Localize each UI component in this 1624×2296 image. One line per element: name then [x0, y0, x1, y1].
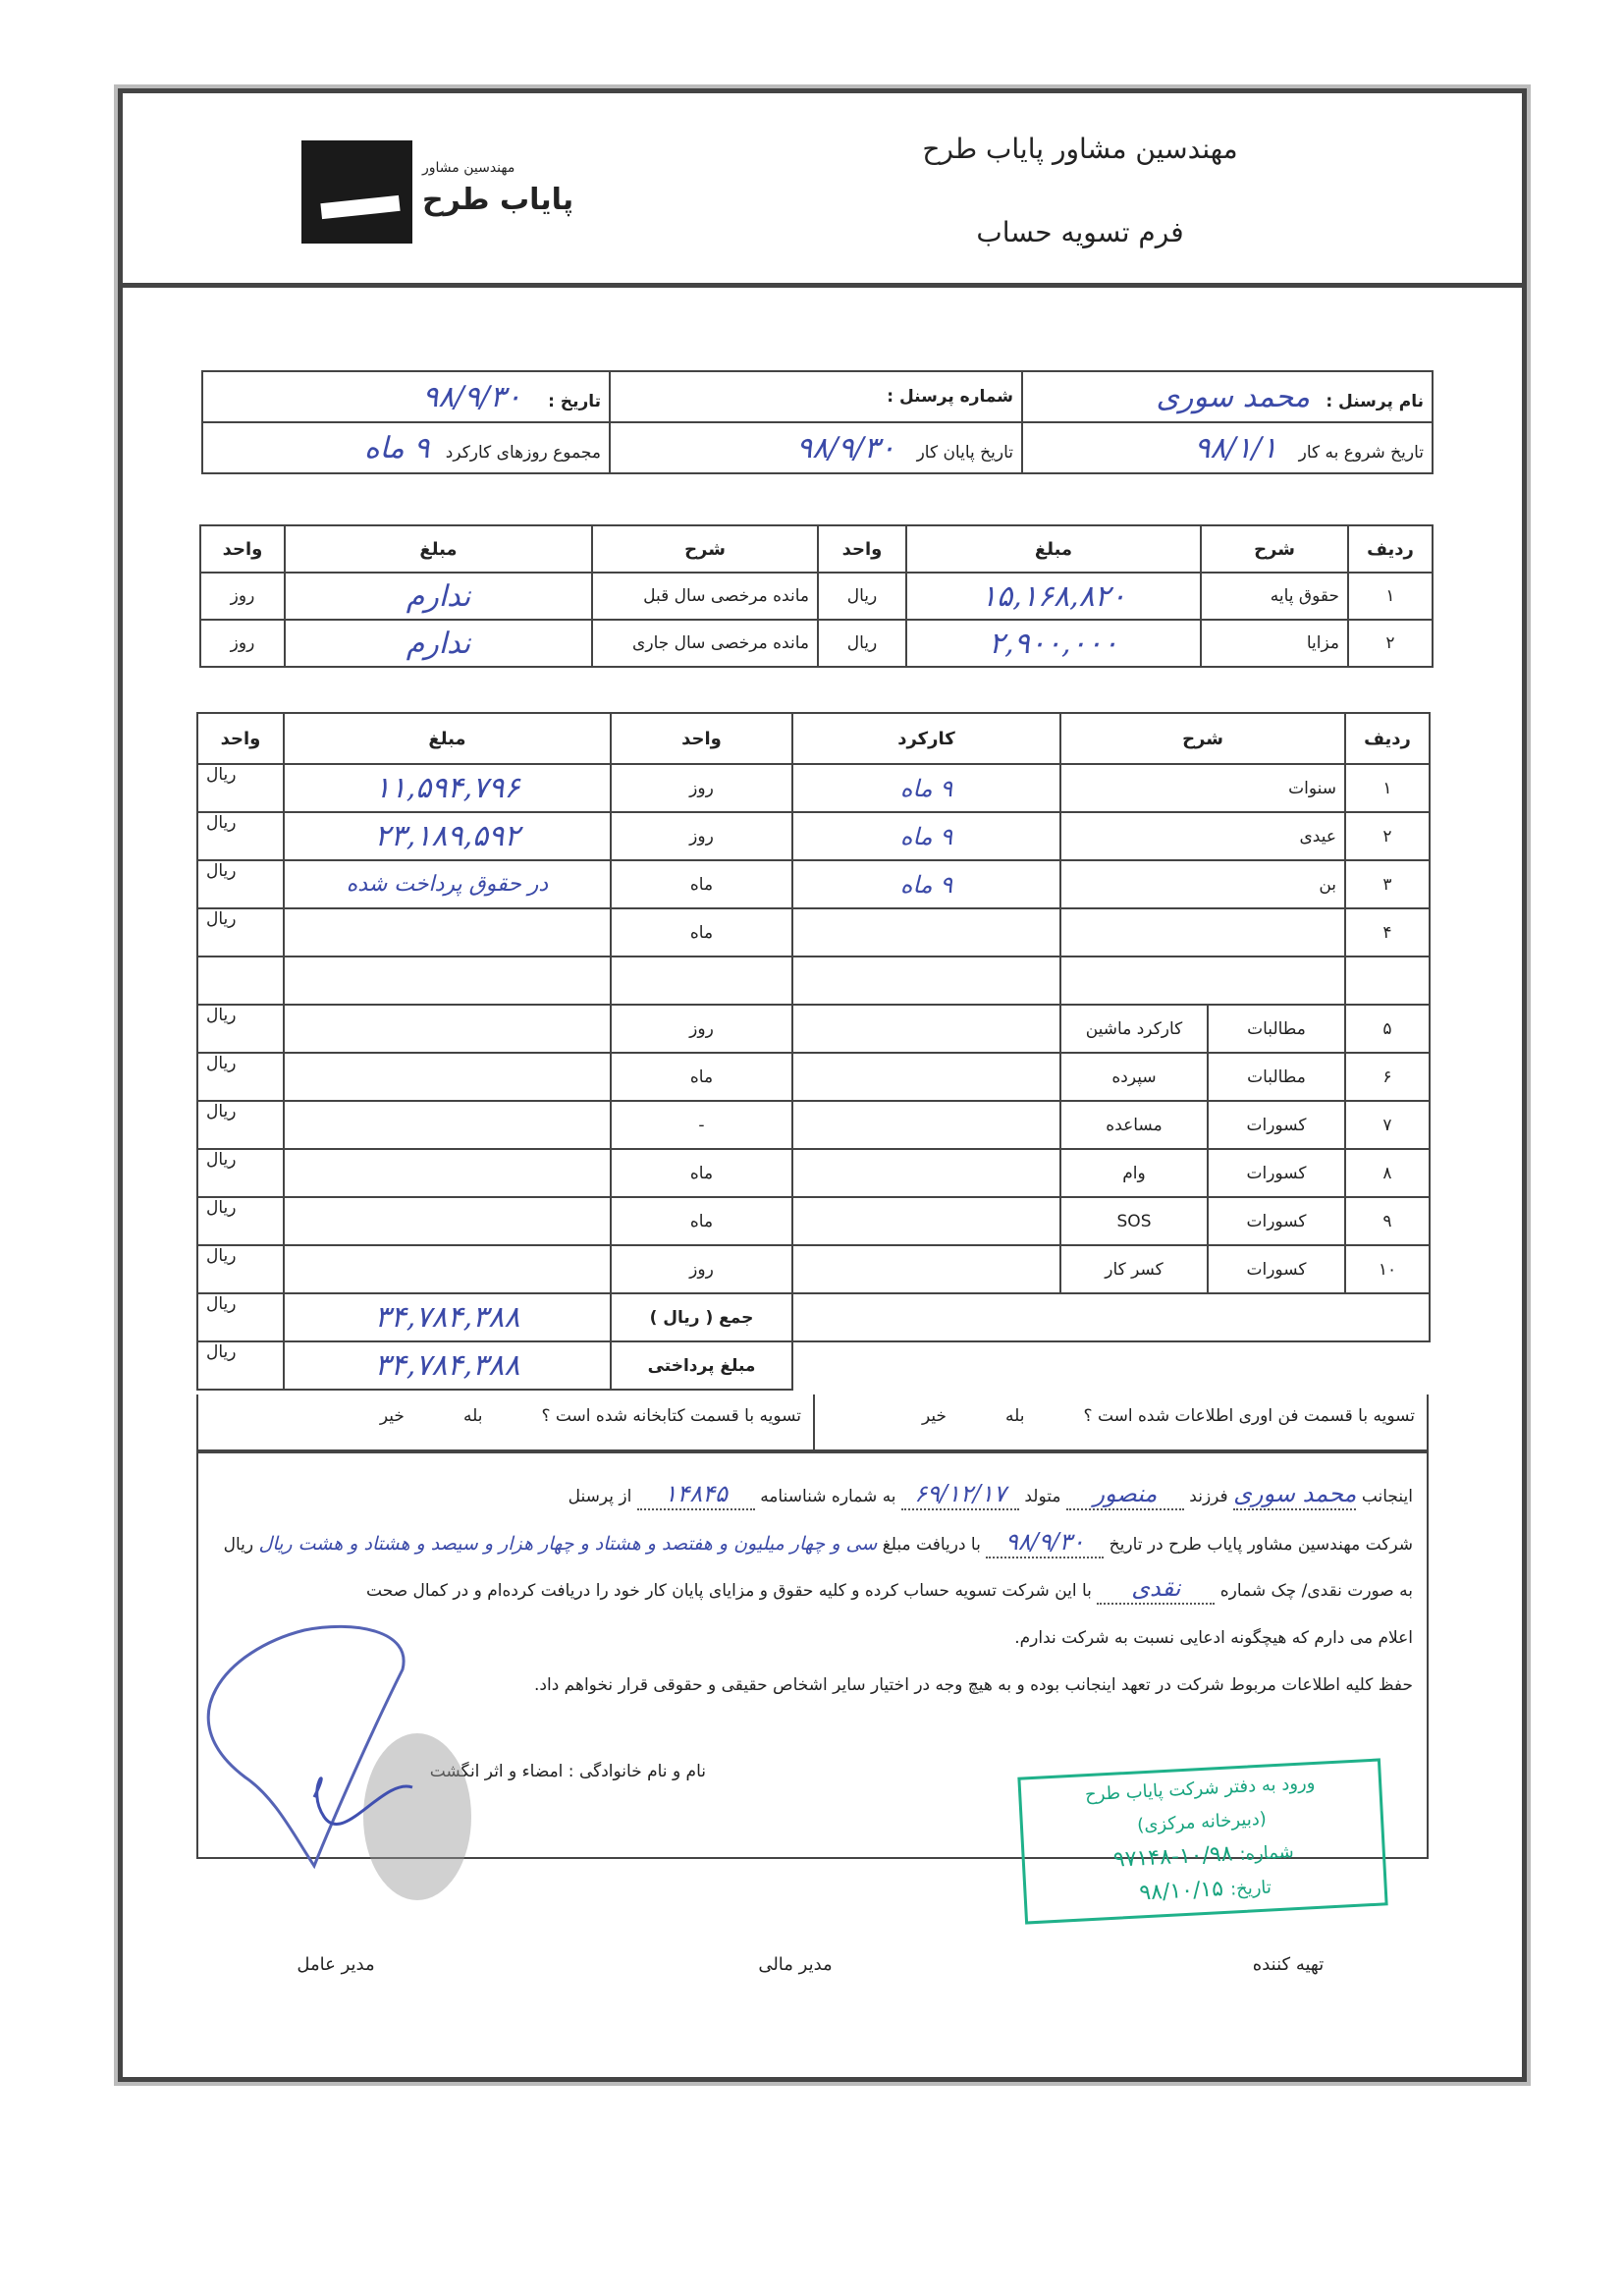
table-row	[197, 812, 1430, 860]
paid-row	[197, 1341, 1430, 1390]
table-cell: ۱۵,۱۶۸,۸۲۰	[906, 573, 1201, 620]
table-cell: ۲,۹۰۰,۰۰۰	[906, 620, 1201, 667]
registration-stamp: ورود به دفتر شرکت پایاب طرح (دبیرخانه مرکزی) شماره: ۱۰/۹۸-۹۷۱۴۸ تاریخ: ۹۸/۱۰/۱۵	[1017, 1758, 1387, 1924]
amount-cell: ۲۳,۱۸۹,۵۹۲	[284, 812, 611, 860]
description-cell: بن	[1060, 860, 1345, 908]
it-clearance-question: تسویه با قسمت فن اوری اطلاعات شده است ؟	[1083, 1406, 1415, 1426]
work-period-cell	[792, 1245, 1060, 1293]
unit-cell: ماه	[611, 1197, 792, 1245]
table-row	[197, 1149, 1430, 1197]
row-number: ۵	[1345, 1005, 1430, 1053]
amount-cell: ۱۱,۵۹۴,۷۹۶	[284, 764, 611, 812]
work-period-cell: ۹ ماه	[792, 812, 1060, 860]
amount-cell: در حقوق پرداخت شده	[284, 860, 611, 908]
preparer-label: تهیه کننده	[1252, 1954, 1325, 1975]
col-amount: مبلغ	[906, 525, 1201, 573]
table-row	[197, 957, 1430, 1005]
amount-cell	[284, 1101, 611, 1149]
ceo-label: مدیر عامل	[297, 1954, 375, 1975]
signature-label: نام و نام خانوادگی : امضاء و اثر انگشت	[429, 1762, 706, 1781]
work-days-cell: مجموع روزهای کارکرد ۹ ماه	[202, 422, 610, 473]
col-row: ردیف	[1348, 525, 1433, 573]
unit-cell: روز	[611, 764, 792, 812]
row-number	[1345, 957, 1430, 1005]
unit-cell: ماه	[611, 908, 792, 957]
table-header-row: ردیف شرح کارکرد واحد مبلغ واحد	[197, 713, 1430, 764]
work-period-cell: ۹ ماه	[792, 764, 1060, 812]
personnel-no-cell: شماره پرسنل :	[610, 371, 1022, 422]
description-cell	[1060, 957, 1345, 1005]
col-desc: شرح	[1201, 525, 1348, 573]
birth-date: ۶۹/۱۲/۱۷	[901, 1479, 1019, 1510]
start-date-cell: تاریخ شروع به کار ۹۸/۱/۱	[1022, 422, 1433, 473]
row-number: ۱۰	[1345, 1245, 1430, 1293]
row-number: ۱	[1345, 764, 1430, 812]
work-period-cell	[792, 957, 1060, 1005]
unit-cell: ماه	[611, 1053, 792, 1101]
unit-cell: ماه	[611, 860, 792, 908]
table-cell: مانده مرخصی سال قبل	[592, 573, 818, 620]
work-period-cell	[792, 1053, 1060, 1101]
it-no-option[interactable]: خیر	[922, 1406, 947, 1426]
company-logo	[301, 140, 412, 244]
clearance-row	[196, 1394, 1429, 1451]
category-cell: مطالبات	[1208, 1053, 1345, 1101]
total-row-label: جمع ( ریال )	[611, 1293, 792, 1341]
row-number: ۲	[1345, 812, 1430, 860]
table-row	[197, 860, 1430, 908]
unit-cell: روز	[611, 1245, 792, 1293]
unit-cell: ماه	[611, 1149, 792, 1197]
amount-in-words: سی و چهار میلیون و هفتصد و هشتاد و چهار هزار و سیصد و هشتاد و هشت ریال	[258, 1533, 878, 1555]
library-no-option[interactable]: خیر	[379, 1406, 405, 1426]
confidentiality-statement: حفظ کلیه اطلاعات مربوط شرکت در تعهد اینجانب بوده و به هیچ وجه در اختیار سایر اشخاص حقیقی و حقوقی قرار نخواهم داد.	[534, 1675, 1413, 1695]
description-cell: مساعده	[1060, 1101, 1208, 1149]
work-period-cell	[792, 1101, 1060, 1149]
table-row	[197, 908, 1430, 957]
empty-cell	[792, 1341, 1430, 1390]
library-yes-option[interactable]: بله	[462, 1406, 483, 1426]
work-period-cell	[792, 1149, 1060, 1197]
table-cell: مانده مرخصی سال جاری	[592, 620, 818, 667]
description-cell	[1060, 908, 1345, 957]
table-row	[197, 764, 1430, 812]
description-cell: SOS	[1060, 1197, 1208, 1245]
amount-cell	[284, 1197, 611, 1245]
unit-cell: روز	[611, 812, 792, 860]
work-period-cell	[792, 908, 1060, 957]
currency-cell: ریال	[197, 812, 284, 860]
table-cell: ۱	[1348, 573, 1433, 620]
table-cell: ۲	[1348, 620, 1433, 667]
currency-cell: ریال	[197, 1005, 284, 1053]
logo-subtitle: مهندسین مشاور	[422, 160, 515, 176]
table-cell: ریال	[818, 620, 906, 667]
col-amount: مبلغ	[285, 525, 592, 573]
fingerprint-icon	[363, 1733, 471, 1900]
paid-row-label: مبلغ پرداختی	[611, 1341, 792, 1390]
table-row	[197, 1005, 1430, 1053]
table-cell: روز	[200, 620, 285, 667]
library-clearance-question: تسویه با قسمت کتابخانه شده است ؟	[541, 1406, 801, 1426]
amount-cell	[284, 957, 611, 1005]
row-number: ۸	[1345, 1149, 1430, 1197]
currency-cell: ریال	[197, 1293, 284, 1341]
company-name: مهندسین مشاور پایاب طرح	[922, 133, 1238, 165]
amount-cell	[284, 1149, 611, 1197]
table-cell: ریال	[818, 573, 906, 620]
father-name: منصور	[1066, 1479, 1184, 1510]
table-cell: ندارم	[285, 573, 592, 620]
payment-method: نقدی	[1097, 1573, 1215, 1605]
salary-leave-table	[199, 524, 1434, 668]
col-unit: واحد	[200, 525, 285, 573]
logo-title: پایاب طرح	[422, 183, 574, 217]
it-yes-option[interactable]: بله	[1005, 1406, 1025, 1426]
category-cell: کسورات	[1208, 1149, 1345, 1197]
category-cell: کسورات	[1208, 1101, 1345, 1149]
table-row	[197, 1245, 1430, 1293]
work-period-cell: ۹ ماه	[792, 860, 1060, 908]
unit-cell	[611, 957, 792, 1005]
currency-cell: ریال	[197, 1341, 284, 1390]
description-cell: کارکرد ماشین	[1060, 1005, 1208, 1053]
total-row	[197, 1293, 1430, 1341]
row-number: ۳	[1345, 860, 1430, 908]
row-number: ۷	[1345, 1101, 1430, 1149]
currency-cell: ریال	[197, 1197, 284, 1245]
name-cell: نام پرسنل : محمد سوری	[1022, 371, 1433, 422]
currency-cell: ریال	[197, 1053, 284, 1101]
description-cell: عیدی	[1060, 812, 1345, 860]
signature-drawing	[187, 1611, 511, 1935]
currency-cell: ریال	[197, 860, 284, 908]
description-cell: وام	[1060, 1149, 1208, 1197]
category-cell: کسورات	[1208, 1245, 1345, 1293]
unit-cell: -	[611, 1101, 792, 1149]
empty-cell	[792, 1293, 1430, 1341]
description-cell: کسر کار	[1060, 1245, 1208, 1293]
currency-cell: ریال	[197, 908, 284, 957]
table-row	[197, 1197, 1430, 1245]
work-period-cell	[792, 1197, 1060, 1245]
description-cell: سنوات	[1060, 764, 1345, 812]
category-cell: کسورات	[1208, 1197, 1345, 1245]
col-desc: شرح	[592, 525, 818, 573]
id-number: ۱۴۸۴۵	[637, 1479, 755, 1510]
table-cell: ندارم	[285, 620, 592, 667]
work-period-cell	[792, 1005, 1060, 1053]
total-row-amount: ۳۴,۷۸۴,۳۸۸	[284, 1293, 611, 1341]
personnel-info-table	[201, 370, 1434, 474]
declaration-paragraph: اینجانب محمد سوری فرزند منصور متولد ۶۹/۱۲/۱۷ به شماره شناسنامه ۱۴۸۴۵ از پرسنل شرکت مهندسین مشاور پایاب طرح در تاریخ ۹۸/۹/۳۰ با دریافت مبلغ سی و چهار میلیون و هفتصد و هشتاد و چهار هزار و سیصد و هشتاد و هشت ریال ریال به صورت نقدی/ چک شماره نقدی با این شرکت تسویه حساب کرده و کلیه حقوق و مزایای پایان کار خود را دریافت کرده‌ام و در کمال صحت اعلام می دارم که هیچگونه ادعایی نسبت به شرکت ندارم. حفظ کلیه اطلاعات مربوط شرکت در تعهد اینجانب بوده و به هیچ وجه در اختیار سایر اشخاص حقیقی و حقوقی قرار نخواهم داد. نام و نام خانوادگی : امضاء و اثر انگشت	[196, 1451, 1429, 1859]
table-header-row	[200, 525, 1433, 573]
description-cell: سپرده	[1060, 1053, 1208, 1101]
table-row	[200, 573, 1433, 620]
category-cell: مطالبات	[1208, 1005, 1345, 1053]
finance-manager-label: مدیر مالی	[758, 1954, 833, 1975]
currency-cell: ریال	[197, 1149, 284, 1197]
currency-cell	[197, 957, 284, 1005]
settlement-table	[196, 712, 1431, 1391]
settlement-date: ۹۸/۹/۳۰	[986, 1527, 1104, 1558]
amount-cell	[284, 908, 611, 957]
row-number: ۶	[1345, 1053, 1430, 1101]
currency-cell: ریال	[197, 1245, 284, 1293]
unit-cell: روز	[611, 1005, 792, 1053]
date-cell: تاریخ : ۹۸/۹/۳۰	[202, 371, 610, 422]
table-cell: حقوق پایه	[1201, 573, 1348, 620]
name-value: محمد سوری	[1156, 379, 1311, 414]
table-row	[200, 620, 1433, 667]
amount-cell	[284, 1245, 611, 1293]
row-number: ۹	[1345, 1197, 1430, 1245]
amount-cell	[284, 1053, 611, 1101]
table-cell: مزایا	[1201, 620, 1348, 667]
declarant-name: محمد سوری	[1233, 1479, 1356, 1510]
currency-cell: ریال	[197, 764, 284, 812]
no-claim-statement: اعلام می دارم که هیچگونه ادعایی نسبت به شرکت ندارم.	[1014, 1628, 1413, 1648]
table-row	[197, 1101, 1430, 1149]
form-title: فرم تسویه حساب	[976, 216, 1184, 248]
row-number: ۴	[1345, 908, 1430, 957]
table-cell: روز	[200, 573, 285, 620]
table-row	[197, 1053, 1430, 1101]
header-divider	[123, 283, 1522, 288]
end-date-cell: تاریخ پایان کار ۹۸/۹/۳۰	[610, 422, 1022, 473]
col-unit: واحد	[818, 525, 906, 573]
currency-cell: ریال	[197, 1101, 284, 1149]
amount-cell	[284, 1005, 611, 1053]
paid-row-amount: ۳۴,۷۸۴,۳۸۸	[284, 1341, 611, 1390]
